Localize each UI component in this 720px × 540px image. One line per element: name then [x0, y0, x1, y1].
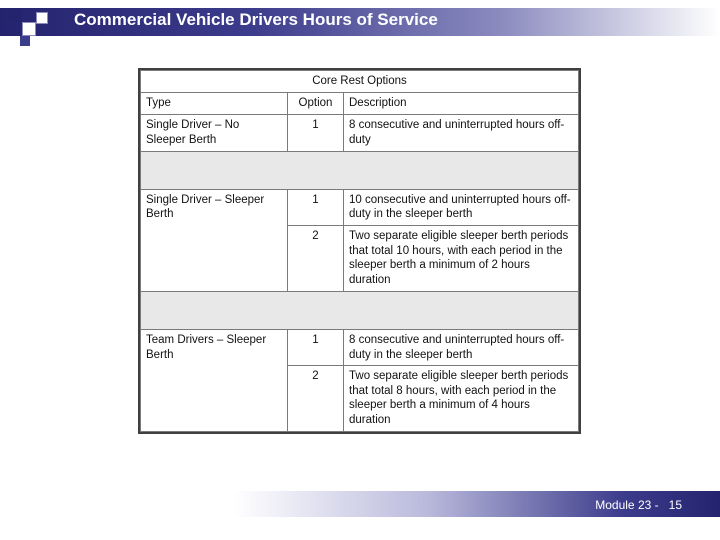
module-label: Module 23 -: [595, 498, 659, 512]
column-header-option: Option: [288, 93, 344, 115]
cell-type: Team Drivers – Sleeper Berth: [141, 330, 288, 432]
logo-square-dark: [20, 36, 30, 46]
table-spacer-row: [141, 151, 579, 189]
cell-option: 1: [288, 330, 344, 366]
slide-footer: [595, 498, 682, 512]
column-header-type: Type: [141, 93, 288, 115]
table-row: [141, 189, 579, 225]
logo-square-light: [22, 22, 36, 36]
logo-square-light: [36, 12, 48, 24]
page-title: Commercial Vehicle Drivers Hours of Service: [74, 10, 438, 29]
column-header-description: Description: [344, 93, 579, 115]
cell-option: 2: [288, 226, 344, 292]
cell-type: Single Driver – Sleeper Berth: [141, 189, 288, 291]
cell-type: Single Driver – No Sleeper Berth: [141, 115, 288, 151]
cell-description: Two separate eligible sleeper berth periods that total 8 hours, with each period in the sleeper berth a minimum of 4 hours duration: [344, 366, 579, 432]
cell-option: 1: [288, 189, 344, 225]
table-caption: Core Rest Options: [141, 71, 579, 93]
logo-square-dark: [8, 8, 22, 22]
cell-option: 2: [288, 366, 344, 432]
core-rest-options-table: [138, 68, 581, 434]
cell-description: Two separate eligible sleeper berth periods that total 10 hours, with each period in the sleeper berth a minimum of 2 hours duration: [344, 226, 579, 292]
table-spacer-row: [141, 291, 579, 329]
cell-description: 10 consecutive and uninterrupted hours off-duty in the sleeper berth: [344, 189, 579, 225]
cell-description: 8 consecutive and uninterrupted hours off-duty: [344, 115, 579, 151]
table-row: [141, 330, 579, 366]
logo-squares: [0, 0, 70, 50]
page-number: 15: [668, 498, 682, 512]
cell-option: 1: [288, 115, 344, 151]
cell-description: 8 consecutive and uninterrupted hours off-duty in the sleeper berth: [344, 330, 579, 366]
table-row: [141, 115, 579, 151]
